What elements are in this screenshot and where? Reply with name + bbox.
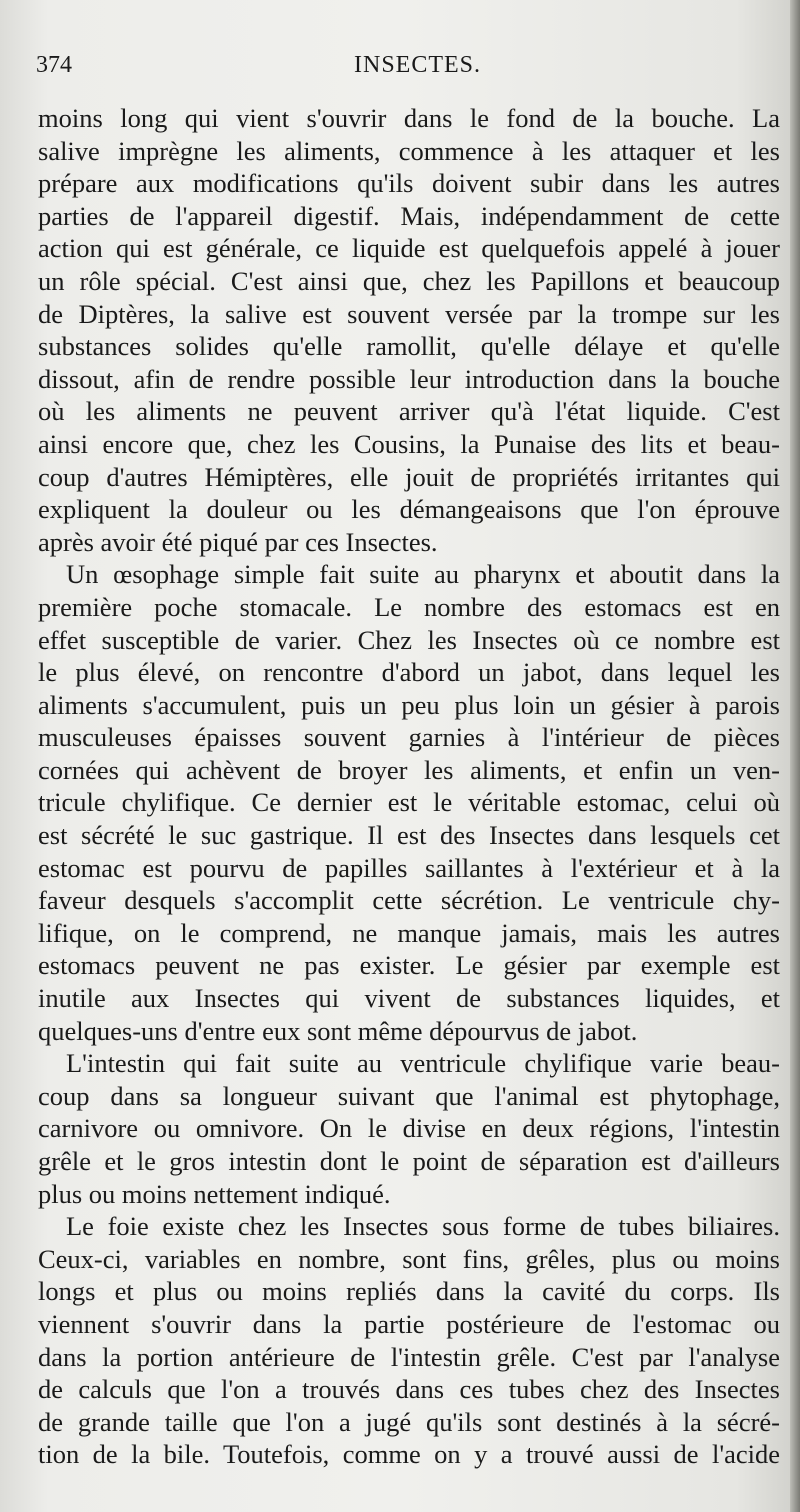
text-line: substances solides qu'elle ramollit, qu'elle délaye et qu'elle bbox=[38, 331, 780, 362]
text-line: expliquent la douleur ou les démangeaisons que l'on éprouve bbox=[38, 494, 780, 525]
text-line: ainsi encore que, chez les Cousins, la Punaise des lits et beau- bbox=[38, 428, 780, 459]
page-edge-shadow bbox=[790, 0, 800, 1512]
text-line: grêle et le gros intestin dont le point de séparation est d'ailleurs bbox=[38, 1146, 780, 1176]
text-line: le plus élevé, on rencontre d'abord un jabot, dans lequel les bbox=[38, 657, 780, 688]
text-line: parties de l'appareil digestif. Mais, indépendamment de cette bbox=[38, 200, 780, 231]
text-line: plus ou moins nettement indiqué. bbox=[38, 1178, 391, 1209]
text-line: Ceux-ci, variables en nombre, sont fins, grêles, plus ou moins bbox=[38, 1243, 780, 1274]
text-line: estomac est pourvu de papilles saillantes à l'extérieur et à la bbox=[38, 852, 780, 883]
text-line: inutile aux Insectes qui vivent de substances liquides, et bbox=[38, 983, 780, 1014]
page-header bbox=[36, 52, 776, 92]
text-line: moins long qui vient s'ouvrir dans le fond de la bouche. La bbox=[38, 103, 780, 133]
text-line: aliments s'accumulent, puis un peu plus loin un gésier à parois bbox=[38, 689, 780, 720]
text-line: lifique, on le comprend, ne manque jamais, mais les autres bbox=[38, 917, 780, 948]
text-line: longs et plus ou moins repliés dans la cavité du corps. Ils bbox=[38, 1276, 780, 1307]
body-text bbox=[38, 102, 780, 1471]
page-number: 374 bbox=[36, 52, 72, 78]
paragraph-saliva bbox=[38, 102, 780, 558]
paragraph-stomachs bbox=[38, 558, 780, 1047]
text-line: L'intestin qui fait suite au ventricule chylifique varie beau- bbox=[66, 1048, 780, 1079]
text-line: prépare aux modifications qu'ils doivent subir dans les autres bbox=[38, 168, 780, 199]
text-line: carnivore ou omnivore. On le divise en deux régions, l'intestin bbox=[38, 1113, 780, 1144]
text-line: Le foie existe chez les Insectes sous forme de tubes biliaires. bbox=[66, 1211, 780, 1242]
text-line: un rôle spécial. C'est ainsi que, chez les Papillons et beaucoup bbox=[38, 265, 780, 296]
text-line: coup d'autres Hémiptères, elle jouit de propriétés irritantes qui bbox=[38, 461, 780, 492]
text-line: de Diptères, la salive est souvent versée par la trompe sur les bbox=[38, 298, 780, 329]
text-line: cornées qui achèvent de broyer les aliments, et enfin un ven- bbox=[38, 754, 780, 785]
text-line: de grande taille que l'on a jugé qu'ils sont destinés à la sécré- bbox=[38, 1406, 780, 1437]
paragraph-intestine bbox=[38, 1047, 780, 1210]
text-line: de calculs que l'on a trouvés dans ces tubes chez des Insectes bbox=[38, 1374, 780, 1405]
text-line: salive imprègne les aliments, commence à les attaquer et les bbox=[38, 135, 780, 166]
text-line: dans la portion antérieure de l'intestin grêle. C'est par l'analyse bbox=[38, 1341, 780, 1372]
text-line: dissout, afin de rendre possible leur introduction dans la bouche bbox=[38, 363, 780, 394]
text-line: où les aliments ne peuvent arriver qu'à l'état liquide. C'est bbox=[38, 396, 780, 427]
text-line: quelques-uns d'entre eux sont même dépourvus de jabot. bbox=[38, 1015, 638, 1046]
text-line: viennent s'ouvrir dans la partie postérieure de l'estomac ou bbox=[38, 1308, 780, 1339]
text-line: estomacs peuvent ne pas exister. Le gésier par exemple est bbox=[38, 950, 780, 981]
text-line: première poche stomacale. Le nombre des estomacs est en bbox=[38, 591, 780, 622]
text-line: action qui est générale, ce liquide est quelquefois appelé à jouer bbox=[38, 233, 780, 264]
text-line: Un œsophage simple fait suite au pharynx et aboutit dans la bbox=[66, 559, 780, 590]
paragraph-liver bbox=[38, 1210, 780, 1471]
text-line: musculeuses épaisses souvent garnies à l'intérieur de pièces bbox=[38, 722, 780, 753]
text-line: est sécrété le suc gastrique. Il est des Insectes dans lesquels cet bbox=[38, 820, 780, 851]
text-line: après avoir été piqué par ces Insectes. bbox=[38, 526, 438, 557]
text-line: coup dans sa longueur suivant que l'animal est phytophage, bbox=[38, 1080, 780, 1111]
text-line: faveur desquels s'accomplit cette sécrétion. Le ventricule chy- bbox=[38, 885, 780, 916]
text-line: effet susceptible de varier. Chez les Insectes où ce nombre est bbox=[38, 624, 780, 655]
running-title: INSECTES. bbox=[354, 52, 482, 78]
text-line: tricule chylifique. Ce dernier est le véritable estomac, celui où bbox=[38, 787, 780, 818]
text-line: tion de la bile. Toutefois, comme on y a trouvé aussi de l'acide bbox=[38, 1439, 780, 1470]
